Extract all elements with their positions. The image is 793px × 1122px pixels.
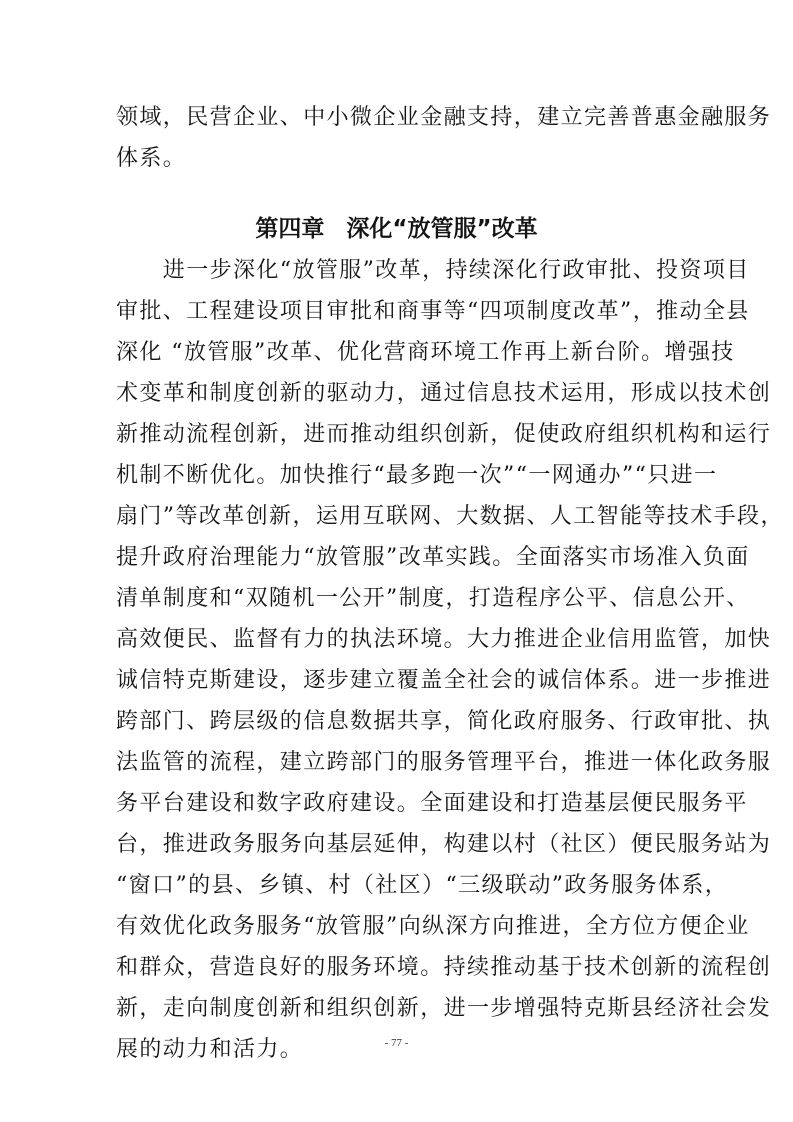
paragraph-line: 术变革和制度创新的驱动力，通过信息技术运用，形成以技术创 (116, 381, 772, 406)
paragraph-line: 新，走向制度创新和组织创新，进一步增强特克斯县经济社会发 (116, 996, 772, 1021)
paragraph-line: 展的动力和活力。 (116, 1037, 304, 1062)
continuation-line: 领域，民营企业、中小微企业金融支持，建立完善普惠金融服务 (116, 105, 772, 130)
paragraph-line: 跨部门、跨层级的信息数据共享，简化政府服务、行政审批、执 (116, 709, 772, 734)
page-number: - 77 - (384, 1037, 409, 1049)
paragraph-line: 诚信特克斯建设，逐步建立覆盖全社会的诚信体系。进一步推进 (116, 668, 772, 693)
paragraph-line: 务平台建设和数字政府建设。全面建设和打造基层便民服务平 (116, 791, 748, 816)
paragraph-line: 和群众，营造良好的服务环境。持续推动基于技术创新的流程创 (116, 955, 772, 980)
paragraph-line: 新推动流程创新，进而推动组织创新，促使政府组织机构和运行 (116, 422, 772, 447)
chapter-number: 第四章 (255, 216, 325, 242)
paragraph-line: 机制不断优化。加快推行“最多跑一次”“一网通办”“只进一 (116, 463, 718, 488)
paragraph-line: 提升政府治理能力“放管服”改革实践。全面落实市场准入负面 (116, 545, 750, 570)
paragraph-line: 深化 “放管服”改革、优化营商环境工作再上新台阶。增强技 (116, 340, 735, 365)
paragraph-line: 进一步深化“放管服”改革，持续深化行政审批、投资项目 (116, 258, 750, 283)
paragraph-line: 审批、工程建设项目审批和商事等“四项制度改革”，推动全县 (116, 299, 750, 324)
paragraph-line: 法监管的流程，建立跨部门的服务管理平台，推进一体化政务服 (116, 750, 772, 775)
paragraph-line: 台，推进政务服务向基层延伸，构建以村（社区）便民服务站为 (116, 832, 772, 857)
paragraph-line: “窗口”的县、乡镇、村（社区）“三级联动”政务服务体系， (116, 873, 729, 898)
chapter-title: 深化“放管服”改革 (346, 216, 538, 242)
paragraph-line: 扇门”等改革创新，运用互联网、大数据、人工智能等技术手段， (116, 504, 784, 529)
paragraph-line: 清单制度和“双随机一公开”制度，打造程序公平、信息公开、 (116, 586, 750, 611)
paragraph-line: 高效便民、监督有力的执法环境。大力推进企业信用监管，加快 (116, 627, 772, 652)
paragraph-line: 有效优化政务服务“放管服”向纵深方向推进，全方位方便企业 (116, 914, 750, 939)
continuation-line: 体系。 (116, 146, 187, 171)
chapter-heading (0, 214, 793, 244)
